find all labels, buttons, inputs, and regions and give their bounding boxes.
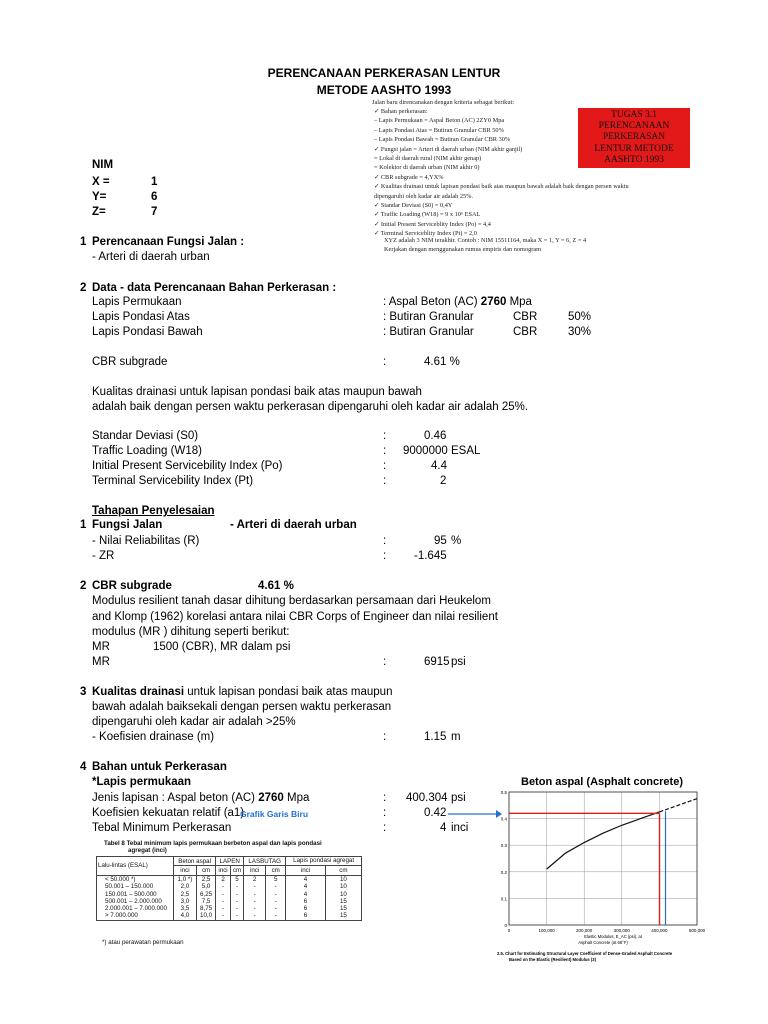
tm-unit: inci — [451, 822, 469, 834]
table-cell: 15 — [325, 898, 361, 905]
tm-colon: : — [383, 822, 387, 834]
table-cell: 8,75 — [196, 905, 215, 912]
nim-z-label: Z= — [92, 206, 106, 218]
lpb-value: : Butiran Granular — [383, 326, 474, 338]
table-row — [97, 875, 362, 883]
tahapan-heading: Tahapan Penyelesaian — [92, 505, 215, 517]
task-line: – Lapis Pondasi Bawah = Butiran Granular CBR 30% — [374, 136, 511, 144]
table-cell: - — [216, 890, 231, 897]
task-line: dipengaruhi oleh kadar air adalah 25%. — [374, 192, 473, 200]
table-cell: 7,5 — [196, 898, 215, 905]
table-cell: - — [266, 905, 286, 912]
table-cell: 6 — [286, 905, 326, 912]
table-cell: > 7.000.000 — [97, 912, 174, 920]
chart-xlabel-2: Asphalt Concrete (at 68°F) — [578, 940, 628, 945]
chart-x-tick: 200,000 — [576, 928, 593, 933]
m-unit: m — [451, 731, 461, 743]
p2-text-1: Modulus resilient tanah dasar dihitung berdasarkan persamaan dari Heukelom — [92, 595, 491, 607]
th-cm: cm — [196, 866, 215, 875]
task-badge-line: PERKERASAN — [602, 132, 666, 143]
table-cell: - — [266, 883, 286, 890]
table-cell: - — [244, 905, 266, 912]
s2-number: 2 — [80, 282, 87, 294]
task-line: – Lapis Pondasi Atas = Butiran Granular CBR 50% — [374, 126, 504, 134]
task-badge-line: AASHTO 1993 — [604, 154, 664, 165]
chart-x-tick: 400,000 — [651, 928, 668, 933]
tm-value: 4 — [440, 822, 447, 834]
lp-value: : Aspal Beton (AC) 2760 Mpa — [383, 296, 532, 308]
task-footer-2: Kerjakan dengan menggunakan rumus empiris dan nomogram — [384, 246, 542, 253]
lpb-pct: 30% — [568, 326, 592, 338]
table-cell: 15 — [325, 912, 361, 920]
p3-line-1: Kualitas drainasi untuk lapisan pondasi baik atas maupun — [92, 686, 393, 698]
pt-colon: : — [383, 475, 387, 487]
th-lapen: LAPEN — [216, 857, 244, 866]
m-label: - Koefisien drainase (m) — [92, 731, 215, 743]
table-cell: 6 — [286, 912, 326, 920]
mr2-colon: : — [383, 656, 387, 668]
zr-value: -1.645 — [414, 550, 447, 562]
table-cell: 10 — [325, 890, 361, 897]
nim-y-label: Y= — [92, 191, 107, 203]
chart-y-tick: 0 — [504, 923, 507, 928]
chart-y-tick: 0.4 — [500, 816, 507, 822]
chart-svg — [495, 772, 710, 962]
table-cell: 150.001 – 500.000 — [97, 890, 174, 897]
mr1-label: MR — [92, 641, 110, 653]
table-row — [97, 898, 362, 905]
task-line: ✓ Bahan perkerasan: — [374, 108, 428, 115]
table-cell: - — [266, 898, 286, 905]
s1-value: - Arteri di daerah urban — [92, 251, 210, 263]
table-cell: - — [244, 912, 266, 920]
task-intro: Jalan baru direncanakan dengan kriteria sebagai berikut: — [372, 99, 514, 106]
table-cell: - — [216, 898, 231, 905]
a1-colon: : — [383, 807, 387, 819]
mr2-value: 6915 — [424, 656, 450, 668]
table-cell: 5 — [230, 875, 243, 883]
doc-title-line2: METODE AASHTO 1993 — [316, 83, 452, 97]
w18-colon: : — [383, 445, 387, 457]
table-cell: 1,0 *) — [174, 875, 197, 883]
mr2-unit: psi — [451, 656, 466, 668]
r-label: - Nilai Reliabilitas (R) — [92, 535, 200, 547]
p4-subheading: *Lapis permukaan — [92, 776, 192, 788]
th-inci: inci — [286, 866, 326, 875]
w18-label: Traffic Loading (W18) — [92, 445, 202, 457]
task-line: ✓ Initial Present Serviceblity Index (Po) = 4,4 — [374, 220, 491, 228]
table-cell: 4,0 — [174, 912, 197, 920]
th-lasbutag: LASBUTAG — [244, 857, 286, 866]
mr1-value: 1500 (CBR), MR dalam psi — [153, 641, 291, 653]
table-cell: 6 — [286, 898, 326, 905]
task-line: ✓ Standar Deviasi (S0) = 0,4Y — [374, 202, 453, 209]
a1-label: Koefisien kekuatan relatif (a1) — [92, 807, 245, 819]
cbr-colon: : — [383, 356, 387, 368]
table-cell: - — [230, 883, 243, 890]
th-inci: inci — [174, 866, 197, 875]
table-cell: 5,0 — [196, 883, 215, 890]
task-badge-line: PERENCANAAN — [598, 121, 670, 132]
lpb-cbr: CBR — [513, 326, 538, 338]
chart-x-tick: 0 — [507, 928, 511, 933]
jl-label: Jenis lapisan : Aspal beton (AC) 2760 Mpa — [92, 792, 310, 804]
table8-title-1: Tabel 8 Tebal minimum lapis permukaan berbeton aspal dan lapis pondasi — [104, 840, 322, 847]
asphalt-coefficient-chart — [495, 772, 710, 962]
th-cm: cm — [230, 866, 243, 875]
task-line: ✓ Traffic Loading (W18) = 9 x 10⁶ ESAL — [374, 211, 481, 219]
a1-note: Grafik Garis Biru — [240, 809, 309, 819]
chart-series-line-dashed — [659, 799, 697, 812]
table-row — [97, 883, 362, 890]
table-cell: - — [244, 898, 266, 905]
table-row — [97, 905, 362, 912]
chart-x-tick: 300,000 — [613, 928, 630, 933]
w18-unit: ESAL — [451, 445, 481, 457]
table-cell: 4 — [286, 890, 326, 897]
cbr-value: 4.61 % — [424, 356, 460, 368]
chart-plot-frame — [509, 792, 697, 925]
table-cell: - — [266, 912, 286, 920]
po-label: Initial Present Servicebility Index (Po) — [92, 460, 283, 472]
table-cell: 15 — [325, 905, 361, 912]
table-cell: 2,5 — [174, 890, 197, 897]
jl-colon: : — [383, 792, 387, 804]
r-unit: % — [451, 535, 462, 547]
p4-heading: Bahan untuk Perkerasan — [92, 761, 227, 773]
zr-label: - ZR — [92, 550, 115, 562]
doc-title-line1: PERENCANAAN PERKERASAN LENTUR — [267, 66, 501, 80]
table-row — [97, 912, 362, 920]
table-cell: - — [230, 912, 243, 920]
r-value: 95 — [434, 535, 447, 547]
table-cell: 3,5 — [174, 905, 197, 912]
lpa-value: : Butiran Granular — [383, 311, 474, 323]
p1-heading: Fungsi Jalan — [92, 519, 163, 531]
table-cell: 2 — [244, 875, 266, 883]
zr-colon: : — [383, 550, 387, 562]
nim-z-value: 7 — [151, 206, 158, 218]
th-beton: Beton aspal — [174, 857, 216, 866]
table-cell: - — [230, 905, 243, 912]
chart-series-line — [547, 812, 660, 869]
chart-caption-1: 2.5. Chart for Estimating Structural Layer Coefficient of Dense-Graded Asphalt Concrete — [497, 951, 673, 956]
table-cell: 4 — [286, 875, 326, 883]
s1-heading: Perencanaan Fungsi Jalan : — [92, 236, 245, 248]
lp-label: Lapis Permukaan — [92, 296, 182, 308]
po-colon: : — [383, 460, 387, 472]
table-row — [97, 890, 362, 897]
table-cell: - — [244, 883, 266, 890]
table8-title-2: agregat (inci) — [128, 847, 167, 854]
task-badge-line: LENTUR METODE — [594, 143, 674, 154]
chart-y-tick: 0.5 — [500, 790, 507, 795]
p2-heading: CBR subgrade — [92, 580, 172, 592]
task-line: ✓ Terminal Serviceblity Index (Pt) = 2,0 — [374, 230, 477, 238]
lpa-label: Lapis Pondasi Atas — [92, 311, 190, 323]
task-line: = Lokal di daerah rural (NIM akhir genap) — [374, 155, 482, 162]
p3-line-2: bawah adalah baiksekali dengan persen waktu perkerasan — [92, 701, 392, 713]
jl-value: 400.304 — [406, 792, 448, 804]
table-cell: 2,0 — [174, 883, 197, 890]
p4-number: 4 — [80, 761, 87, 773]
th-lalu: Lalu-lintas (ESAL) — [97, 857, 174, 876]
table-cell: - — [216, 912, 231, 920]
nim-y-value: 6 — [151, 191, 158, 203]
cbr-label: CBR subgrade — [92, 356, 168, 368]
table-cell: - — [216, 905, 231, 912]
table-cell: < 50.000 *) — [97, 875, 174, 883]
lpb-label: Lapis Pondasi Bawah — [92, 326, 203, 338]
table-cell: 10 — [325, 875, 361, 883]
th-inci: inci — [244, 866, 266, 875]
drain-text-1: Kualitas drainasi untuk lapisan pondasi baik atas maupun bawah — [92, 386, 422, 398]
table-8 — [92, 838, 370, 958]
table-cell: 2,5 — [196, 875, 215, 883]
r-colon: : — [383, 535, 387, 547]
table8-note: *) atau perawatan permukaan — [102, 939, 184, 946]
a1-value: 0.42 — [424, 807, 447, 819]
task-line: – Lapis Permukaan = Aspal Beton (AC) 2ZY0 Mpa — [374, 117, 505, 125]
chart-caption-2: Based on the Elastic (Resilient) Modulus (3) — [509, 957, 597, 962]
nim-x-value: 1 — [151, 176, 158, 188]
chart-xlabel-1: Elastic Modulus, E_AC (psi), at — [584, 934, 642, 939]
m-value: 1.15 — [424, 731, 447, 743]
chart-title: Beton aspal (Asphalt concrete) — [521, 776, 683, 788]
task-line: ✓ CBR subgrade = 4,YX% — [374, 173, 444, 181]
table-cell: 10,0 — [196, 912, 215, 920]
table-cell: 3,0 — [174, 898, 197, 905]
task-line: = Kolektor di daerah urban (NIM akhir 0) — [374, 164, 480, 172]
sd-value: 0.46 — [424, 430, 447, 442]
table-cell: - — [266, 890, 286, 897]
th-lpa: Lapis pondasi agregat — [286, 857, 362, 866]
s2-heading: Data - data Perencanaan Bahan Perkerasan : — [92, 282, 337, 294]
a1-arrow — [446, 808, 502, 820]
table-cell: 10 — [325, 883, 361, 890]
nim-label: NIM — [92, 159, 114, 171]
table-cell: - — [216, 883, 231, 890]
table-cell: 6,25 — [196, 890, 215, 897]
p2-number: 2 — [80, 580, 87, 592]
lpa-pct: 50% — [568, 311, 592, 323]
chart-y-tick: 0.3 — [500, 843, 507, 849]
lpa-cbr: CBR — [513, 311, 538, 323]
table-cell: - — [230, 898, 243, 905]
table-cell: 500.001 – 2.000.000 — [97, 898, 174, 905]
p3-line-3: dipengaruhi oleh kadar air adalah >25% — [92, 716, 296, 728]
mr2-label: MR — [92, 656, 110, 668]
s1-number: 1 — [80, 236, 87, 248]
table-cell: - — [230, 890, 243, 897]
chart-x-tick: 100,000 — [538, 928, 555, 933]
th-cm: cm — [325, 866, 361, 875]
p2-value: 4.61 % — [258, 580, 294, 592]
task-line: ✓ Kualitas drainasi untuk lapisan pondasi baik atas maupun bawah adalah baik dengan persen waktu — [374, 183, 629, 191]
th-inci: inci — [216, 866, 231, 875]
table-cell: 2.000.001 – 7.000.000 — [97, 905, 174, 912]
p1-number: 1 — [80, 519, 87, 531]
nim-x-label: X = — [92, 176, 110, 188]
pt-label: Terminal Servicebility Index (Pt) — [92, 475, 254, 487]
task-footer-1: XYZ adalah 3 NIM terakhir. Contoh : NIM 15511164, maka X = 1, Y = 6, Z = 4 — [384, 237, 587, 244]
sd-colon: : — [383, 430, 387, 442]
task-badge-line: TUGAS 3.1 — [611, 110, 657, 120]
th-cm: cm — [266, 866, 286, 875]
w18-value: 9000000 — [403, 445, 448, 457]
task-line: ✓ Fungsi jalan = Arteri di daerah urban (NIM akhir ganjil) — [374, 145, 523, 153]
chart-y-tick: 0.2 — [500, 869, 507, 875]
po-value: 4.4 — [431, 460, 447, 472]
p1-value: - Arteri di daerah urban — [230, 519, 357, 531]
task-badge — [578, 108, 690, 168]
jl-unit: psi — [451, 792, 466, 804]
chart-y-tick: 0.1 — [500, 896, 507, 902]
chart-x-tick: 500,000 — [688, 928, 706, 933]
m-colon: : — [383, 731, 387, 743]
table8-grid — [96, 856, 362, 921]
tm-label: Tebal Minimum Perkerasan — [92, 822, 232, 834]
drain-text-2: adalah baik dengan persen waktu perkerasan dipengaruhi oleh kadar air adalah 25%. — [92, 401, 529, 413]
pt-value: 2 — [440, 475, 447, 487]
p2-text-3: modulus (MR ) dihitung seperti berikut: — [92, 626, 290, 638]
table-cell: - — [244, 890, 266, 897]
table-cell: 4 — [286, 883, 326, 890]
p3-number: 3 — [80, 686, 87, 698]
sd-label: Standar Deviasi (S0) — [92, 430, 199, 442]
table-cell: 5 — [266, 875, 286, 883]
table-cell: 2 — [216, 875, 231, 883]
table-cell: 50.001 – 150.000 — [97, 883, 174, 890]
p2-text-2: and Klomp (1962) korelasi antara nilai CBR Corps of Engineer dan nilai resilient — [92, 611, 498, 623]
